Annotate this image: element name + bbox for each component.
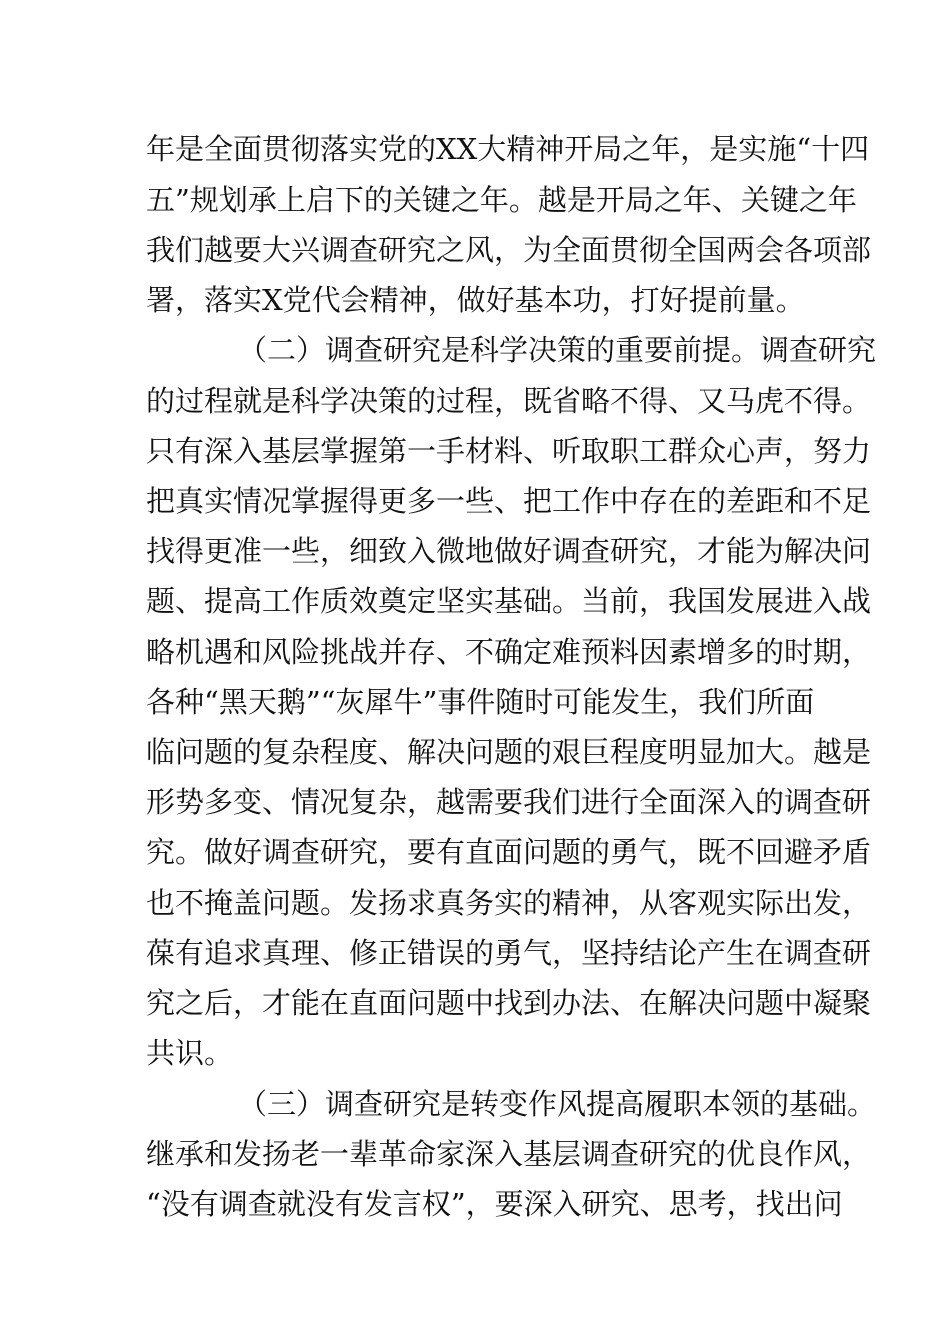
- text-line: 继承和发扬老一辈革命家深入基层调查研究的优良作风，: [146, 1137, 872, 1171]
- text-line: 年是全面贯彻落实党的XX大精神开局之年，是实施“十四: [146, 132, 870, 166]
- text-line: 题、提高工作质效奠定坚实基础。当前，我国发展进入战: [146, 584, 872, 618]
- text-line: 署，落实X党代会精神，做好基本功，打好提前量。: [146, 283, 805, 317]
- text-line: 只有深入基层掌握第一手材料、听取职工群众心声，努力: [146, 434, 872, 468]
- text-line: “没有调查就没有发言权”，要深入研究、思考，找出问: [146, 1187, 843, 1221]
- text-line: 究之后，才能在直面问题中找到办法、在解决问题中凝聚: [146, 986, 872, 1020]
- text-line: 形势多变、情况复杂，越需要我们进行全面深入的调查研: [146, 785, 872, 819]
- text-line: 找得更准一些，细致入微地做好调查研究，才能为解决问: [146, 534, 872, 568]
- text-line: 略机遇和风险挑战并存、不确定难预料因素增多的时期，: [146, 635, 872, 669]
- text-line: 五”规划承上启下的关键之年。越是开局之年、关键之年: [146, 183, 857, 217]
- text-line: 把真实情况掌握得更多一些、把工作中存在的差距和不足: [146, 484, 872, 518]
- text-line: 也不掩盖问题。发扬求真务实的精神，从客观实际出发，: [146, 886, 872, 920]
- text-line: 共识。: [146, 1036, 234, 1070]
- text-line: 临问题的复杂程度、解决问题的艰巨程度明显加大。越是: [146, 735, 872, 769]
- text-line: 我们越要大兴调查研究之风，为全面贯彻全国两会各项部: [146, 233, 872, 267]
- text-line: 各种“黑天鹅”“灰犀牛”事件随时可能发生，我们所面: [146, 685, 815, 719]
- text-line: 的过程就是科学决策的过程，既省略不得、又马虎不得。: [146, 384, 872, 418]
- section-heading-3: （三）调查研究是转变作风提高履职本领的基础。: [238, 1087, 877, 1121]
- section-heading-2: （二）调查研究是科学决策的重要前提。调查研究: [238, 333, 877, 367]
- text-line: 究。做好调查研究，要有直面问题的勇气，既不回避矛盾: [146, 835, 872, 869]
- text-line: 葆有追求真理、修正错误的勇气，坚持结论产生在调查研: [146, 936, 872, 970]
